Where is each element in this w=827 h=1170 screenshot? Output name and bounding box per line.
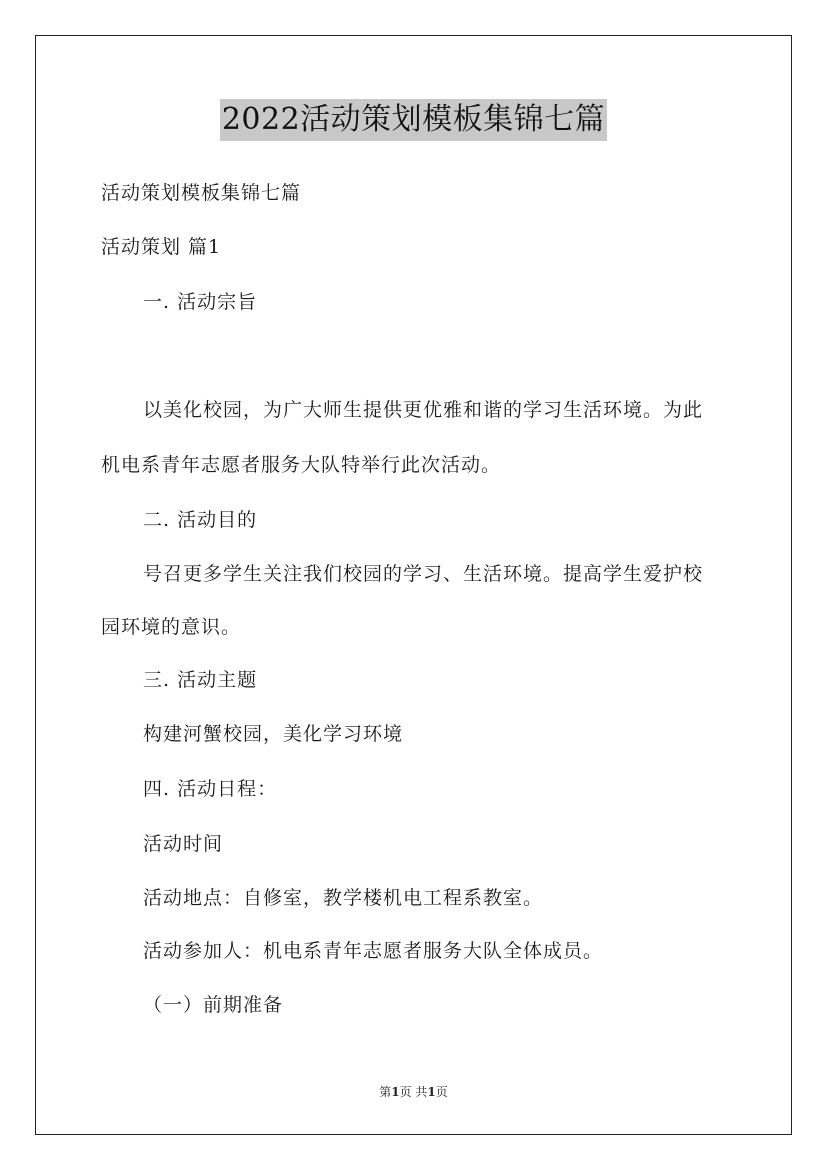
heading-theme: 三. 活动主题 xyxy=(143,669,258,691)
section-heading: 活动策划 篇1 xyxy=(101,236,222,258)
paragraph-line: 活动时间 xyxy=(143,833,224,855)
title-container xyxy=(0,99,827,141)
paragraph-line: 园环境的意识。 xyxy=(101,616,242,638)
heading-purpose: 一. 活动宗旨 xyxy=(143,291,258,313)
heading-schedule: 四. 活动日程： xyxy=(143,778,278,800)
document-title: 2022活动策划模板集锦七篇 xyxy=(220,99,607,141)
paragraph-line: 构建河蟹校园，美化学习环境 xyxy=(143,723,404,745)
footer-page-number: 1 xyxy=(391,1085,400,1099)
subheading-preparation: （一）前期准备 xyxy=(143,994,284,1016)
footer-suffix: 页 xyxy=(435,1085,448,1099)
paragraph-line: 以美化校园，为广大师生提供更优雅和谐的学习生活环境。为此 xyxy=(143,399,704,421)
subtitle-line: 活动策划模板集锦七篇 xyxy=(101,182,302,204)
paragraph-line: 机电系青年志愿者服务大队特举行此次活动。 xyxy=(101,454,502,476)
footer-total-pages: 1 xyxy=(427,1085,436,1099)
paragraph-line: 活动地点：自修室，教学楼机电工程系教室。 xyxy=(143,887,544,909)
heading-goal: 二. 活动目的 xyxy=(143,509,258,531)
footer-prefix: 第 xyxy=(379,1085,392,1099)
paragraph-line: 活动参加人：机电系青年志愿者服务大队全体成员。 xyxy=(143,940,604,962)
paragraph-line: 号召更多学生关注我们校园的学习、生活环境。提高学生爱护校 xyxy=(143,563,704,585)
page-footer xyxy=(0,1084,827,1100)
footer-mid: 页 共 xyxy=(399,1085,428,1099)
